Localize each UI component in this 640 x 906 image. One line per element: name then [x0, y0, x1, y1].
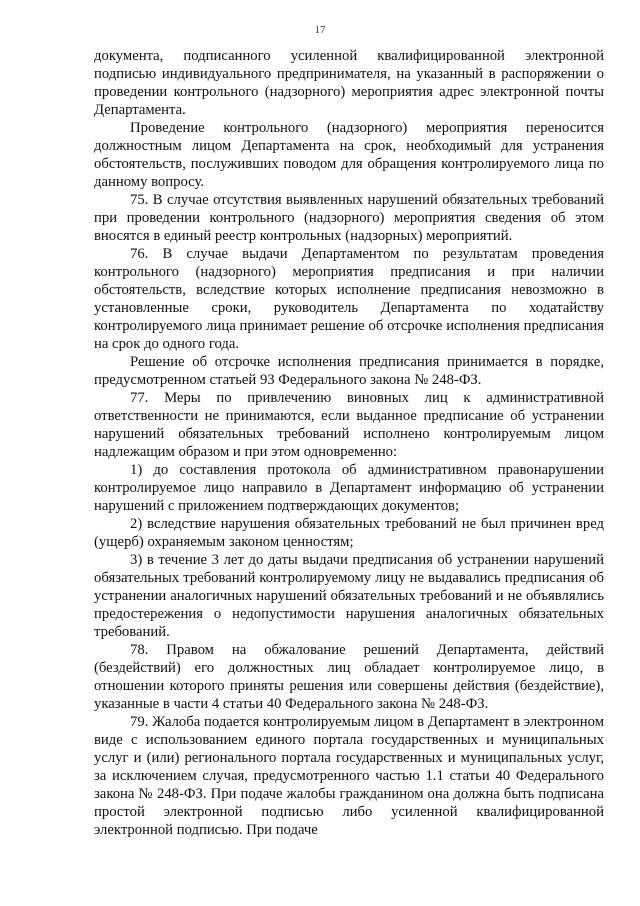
paragraph-77-item-3: 3) в течение 3 лет до даты выдачи предписания об устранении нарушений обязательных требований контролируемому лицу не выдавались предписания об устранении аналогичных нарушений обязательных требований и не объявлялись предостережения о недопустимости нарушения аналогичных обязательных требований.	[94, 552, 604, 640]
document-body	[94, 47, 604, 839]
paragraph-77: 77. Меры по привлечению виновных лиц к административной ответственности не принимаются, если выданное предписание об устранении нарушений обязательных требований исполнено контролируемым лицом надлежащим образом и при этом одновременно:	[94, 390, 604, 460]
paragraph-continuation: документа, подписанного усиленной квалифицированной электронной подписью индивидуального предпринимателя, на указанный в распоряжении о проведении контрольного (надзорного) мероприятия адрес электронной почты Департамента.	[94, 48, 604, 118]
paragraph-77-item-1: 1) до составления протокола об административном правонарушении контролируемое лицо направило в Департамент информацию об устранении нарушений с приложением подтверждающих документов;	[94, 462, 604, 514]
paragraph-76: 76. В случае выдачи Департаментом по результатам проведения контрольного (надзорного) мероприятия предписания и при наличии обстоятельств, вследствие которых исполнение предписания невозможно в установленные сроки, руководитель Департамента по ходатайству контролируемого лица принимает решение об отсрочке исполнения предписания на срок до одного года.	[94, 246, 604, 352]
paragraph-79: 79. Жалоба подается контролируемым лицом в Департамент в электронном виде с использованием единого портала государственных и муниципальных услуг и (или) регионального портала государственных и муниципальных услуг, за исключением случая, предусмотренного частью 1.1 статьи 40 Федерального закона № 248-ФЗ. При подаче жалобы гражданином она должна быть подписана простой электронной подписью либо усиленной квалифицированной электронной подписью. При подаче	[94, 714, 604, 838]
paragraph-76-decision: Решение об отсрочке исполнения предписания принимается в порядке, предусмотренном статьей 93 Федерального закона № 248-ФЗ.	[94, 354, 604, 388]
paragraph-77-item-2: 2) вследствие нарушения обязательных требований не был причинен вред (ущерб) охраняемым законом ценностям;	[94, 516, 604, 550]
page-number: 17	[314, 24, 326, 36]
paragraph-reschedule: Проведение контрольного (надзорного) мероприятия переносится должностным лицом Департамента на срок, необходимый для устранения обстоятельств, послуживших поводом для обращения контролируемого лица по данному вопросу.	[94, 120, 604, 190]
paragraph-78: 78. Правом на обжалование решений Департамента, действий (бездействий) его должностных лиц обладает контролируемое лицо, в отношении которого приняты решения или совершены действия (бездействие), указанные в части 4 статьи 40 Федерального закона № 248-ФЗ.	[94, 642, 604, 712]
paragraph-75: 75. В случае отсутствия выявленных нарушений обязательных требований при проведении контрольного (надзорного) мероприятия сведения об этом вносятся в единый реестр контрольных (надзорных) мероприятий.	[94, 192, 604, 244]
